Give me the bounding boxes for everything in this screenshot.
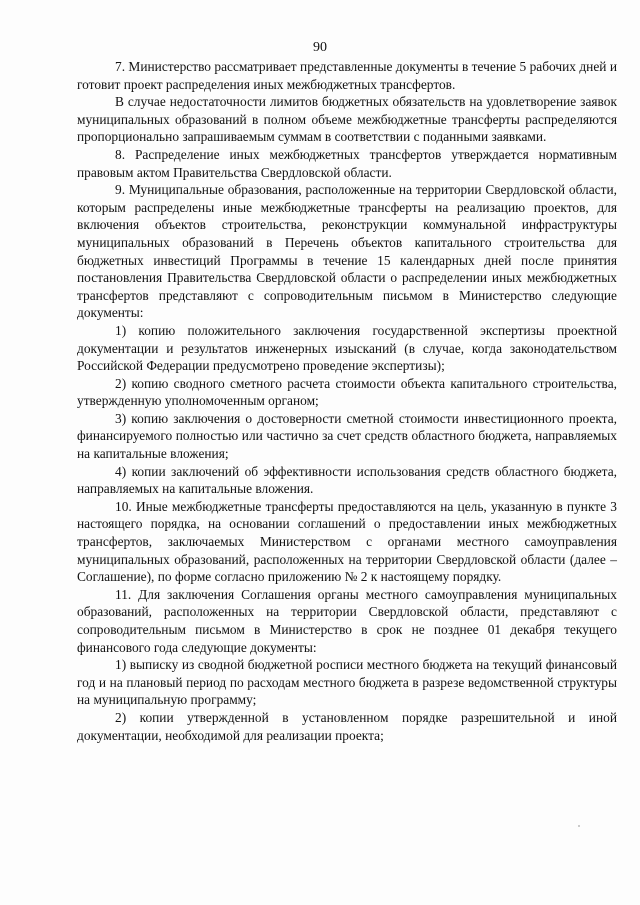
paragraph-7: 7. Министерство рассматривает представленные документы в течение 5 рабочих дней и готовит проект распределения иных межбюджетных трансфертов. [77,59,617,92]
document-body [77,58,617,744]
paragraph-insufficient-limits: В случае недостаточности лимитов бюджетных обязательств на удовлетворение заявок муниципальных образований в полном объеме межбюджетные трансферты распределяются пропорционально запрашиваемым суммам в соответствии с поданными заявками. [77,94,617,145]
paragraph-11: 11. Для заключения Соглашения органы местного самоуправления муниципальных образований, расположенных на территории Свердловской области, представляют с сопроводительным письмом в Министерство в срок не позднее 01 декабря текущего финансового года следующие документы: [77,586,617,655]
paragraph-9: 9. Муниципальные образования, расположенные на территории Свердловской области, которым распределены иные межбюджетные трансферты на реализацию проектов, для включения объектов строительства, реконструкции коммунальной инфраструктуры муниципальных образований в Перечень объектов капитального строительства для бюджетных инвестиций Программы в течение 15 календарных дней после принятия постановления Правительства Свердловской области о распределении иных межбюджетных трансфертов представляют с сопроводительным письмом в Министерство следующие документы: [77,182,617,321]
list-item-9-4: 4) копии заключений об эффективности использования средств областного бюджета, направляемых на капитальные вложения. [77,463,617,497]
list-item-9-2: 2) копию сводного сметного расчета стоимости объекта капитального строительства, утвержденную уполномоченным органом; [77,375,617,409]
list-item-9-1: 1) копию положительного заключения государственной экспертизы проектной документации и результатов инженерных изысканий (в случае, когда законодательством Российской Федерации предусмотрено проведение экспертизы); [77,322,617,374]
list-item-9-3: 3) копию заключения о достоверности сметной стоимости инвестиционного проекта, финансируемого полностью или частично за счет средств областного бюджета, направляемых на капитальные вложения; [77,410,617,462]
scan-artifact [578,825,580,827]
page-number: 90 [313,40,327,55]
paragraph-8: 8. Распределение иных межбюджетных трансфертов утверждается нормативным правовым актом Правительства Свердловской области. [77,146,617,180]
list-item-11-1: 1) выписку из сводной бюджетной росписи местного бюджета на текущий финансовый год и на плановый период по расходам местного бюджета в разрезе ведомственной структуры на муниципальную программу; [77,657,617,708]
paragraph-10: 10. Иные межбюджетные трансферты предоставляются на цель, указанную в пункте 3 настоящего порядка, на основании соглашений о предоставлении иных межбюджетных трансфертов, заключаемых Министерством с органами местного самоуправления муниципальных образований, расположенных на территории Свердловской области (далее – Соглашение), по форме согласно приложению № 2 к настоящему порядку. [77,498,617,585]
list-item-11-2: 2) копии утвержденной в установленном порядке разрешительной и иной документации, необходимой для реализации проекта; [77,709,617,743]
